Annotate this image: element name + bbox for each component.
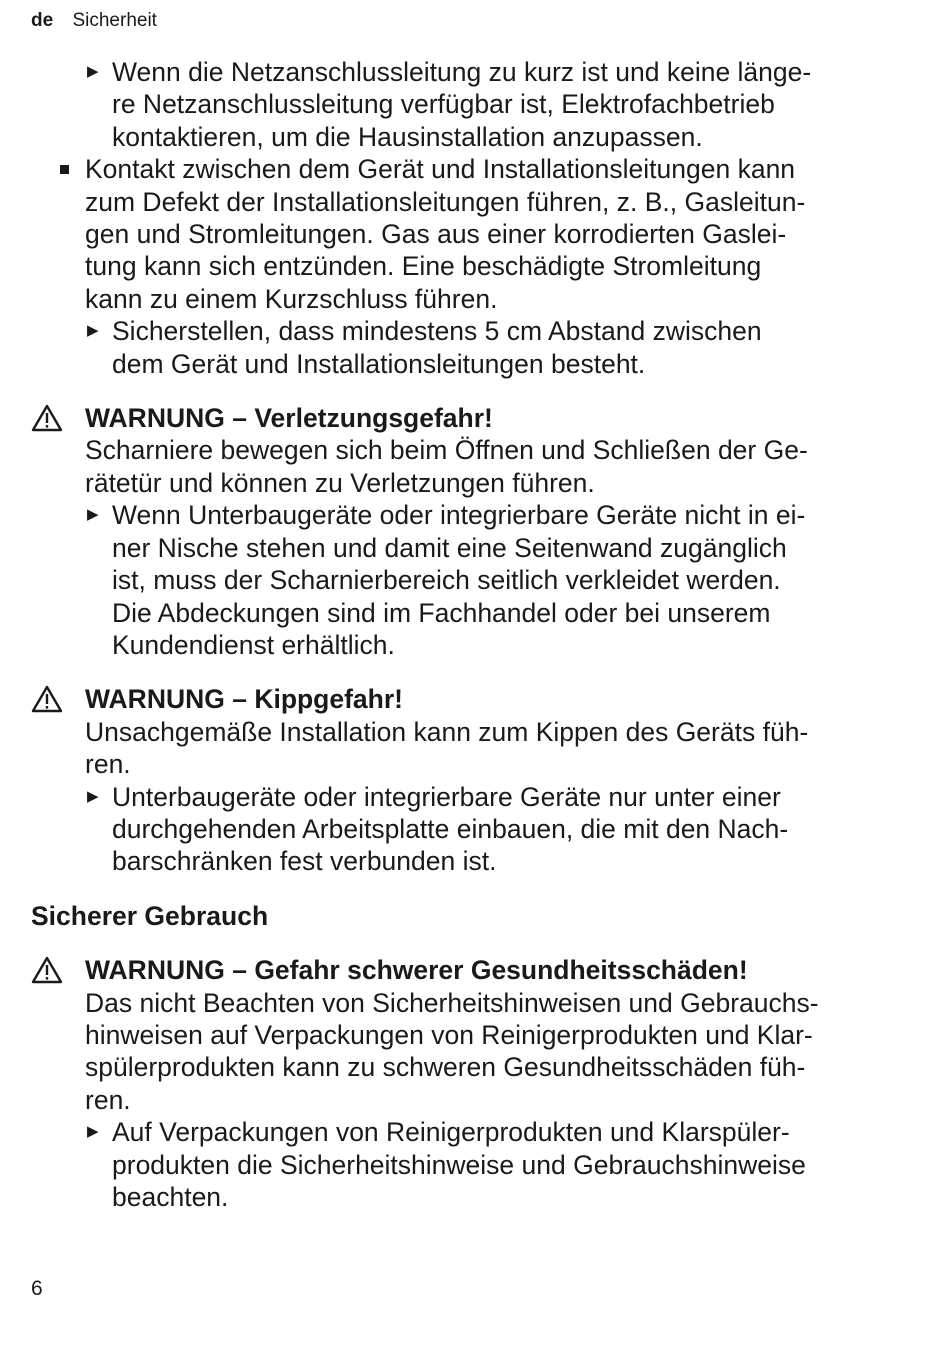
warning-text: ren. [85,1084,131,1115]
warning-text: hinweisen auf Verpackungen von Reinigerprodukten und Klar- [85,1019,813,1050]
warning-title: WARNUNG – Kippgefahr! [0,683,950,715]
action-list [0,56,950,153]
triangle-right-icon: ▶ [87,63,99,80]
action-line: ▶ Wenn Unterbaugeräte oder integrierbare Geräte nicht in ei- [87,500,806,531]
action-line: ▶ Auf Verpackungen von Reinigerprodukten und Klarspüler- [87,1117,790,1148]
triangle-right-icon: ▶ [87,506,99,524]
warning-triangle-icon [31,404,63,432]
triangle-right-icon: ▶ [87,322,99,340]
triangle-right-icon: ▶ [87,1123,99,1141]
action-line: kontaktieren, um die Hausinstallation anzupassen. [112,121,703,152]
page-number: 6 [31,1277,43,1300]
page-header [31,10,157,32]
page-content [0,56,950,1213]
action-line: barschränken fest verbunden ist. [112,846,497,877]
header-section: Sicherheit [72,10,157,31]
action-line: re Netzanschlussleitung verfügbar ist, Elektrofachbetrieb [112,89,775,120]
action-line: ▶ Sicherstellen, dass mindestens 5 cm Abstand zwischen [87,316,762,347]
warning-triangle-icon [31,956,63,984]
action-line: ner Nische stehen und damit eine Seitenwand zugänglich [112,532,787,563]
warning-text: ren. [85,749,131,780]
warning-block [0,402,950,661]
language-code: de [31,10,54,31]
action-line: Die Abdeckungen sind im Fachhandel oder bei unserem [112,597,771,628]
warning-title: WARNUNG – Verletzungsgefahr! [0,402,950,434]
warning-text: Das nicht Beachten von Sicherheitshinweisen und Gebrauchs- [85,987,819,1018]
action-line: produkten die Sicherheitshinweise und Gebrauchshinweise [112,1149,806,1180]
action-line: dem Gerät und Installationsleitungen besteht. [112,348,646,379]
warning-title: WARNUNG – Gefahr schwerer Gesundheitsschäden! [0,954,950,986]
warning-text: Scharniere bewegen sich beim Öffnen und Schließen der Ge- [85,435,808,466]
action-line: durchgehenden Arbeitsplatte einbauen, die mit den Nach- [112,813,789,844]
action-line: ▶ Unterbaugeräte oder integrierbare Geräte nur unter einer [87,781,781,812]
bullet-item [0,153,950,380]
section-title: Sicherer Gebrauch [31,900,269,931]
action-line: ist, muss der Scharnierbereich seitlich verkleidet werden. [112,565,781,596]
action-line: ▶ Wenn die Netzanschlussleitung zu kurz ist und keine länge- [87,57,812,87]
bullet-line: tung kann sich entzünden. Eine beschädigte Stromleitung [85,251,762,282]
action-line: Kundendienst erhältlich. [112,629,395,660]
warning-text: spülerprodukten kann zu schweren Gesundheitsschäden füh- [85,1052,806,1083]
warning-text: rätetür und können zu Verletzungen führen. [85,467,595,498]
bullet-line: gen und Stromleitungen. Gas aus einer korrodierten Gaslei- [85,219,787,250]
triangle-right-icon: ▶ [87,787,99,805]
bullet-line: kann zu einem Kurzschluss führen. [85,283,498,314]
square-bullet-icon [60,165,69,174]
warning-block [0,683,950,877]
action-line: beachten. [112,1182,229,1212]
bullet-line: zum Defekt der Installationsleitungen führen, z. B., Gasleitun- [85,186,806,217]
warning-text: Unsachgemäße Installation kann zum Kippen des Geräts füh- [85,716,809,747]
bullet-line: Kontakt zwischen dem Gerät und Installationsleitungen kann [0,153,950,185]
warning-triangle-icon [31,685,63,713]
warning-block [0,954,950,1213]
